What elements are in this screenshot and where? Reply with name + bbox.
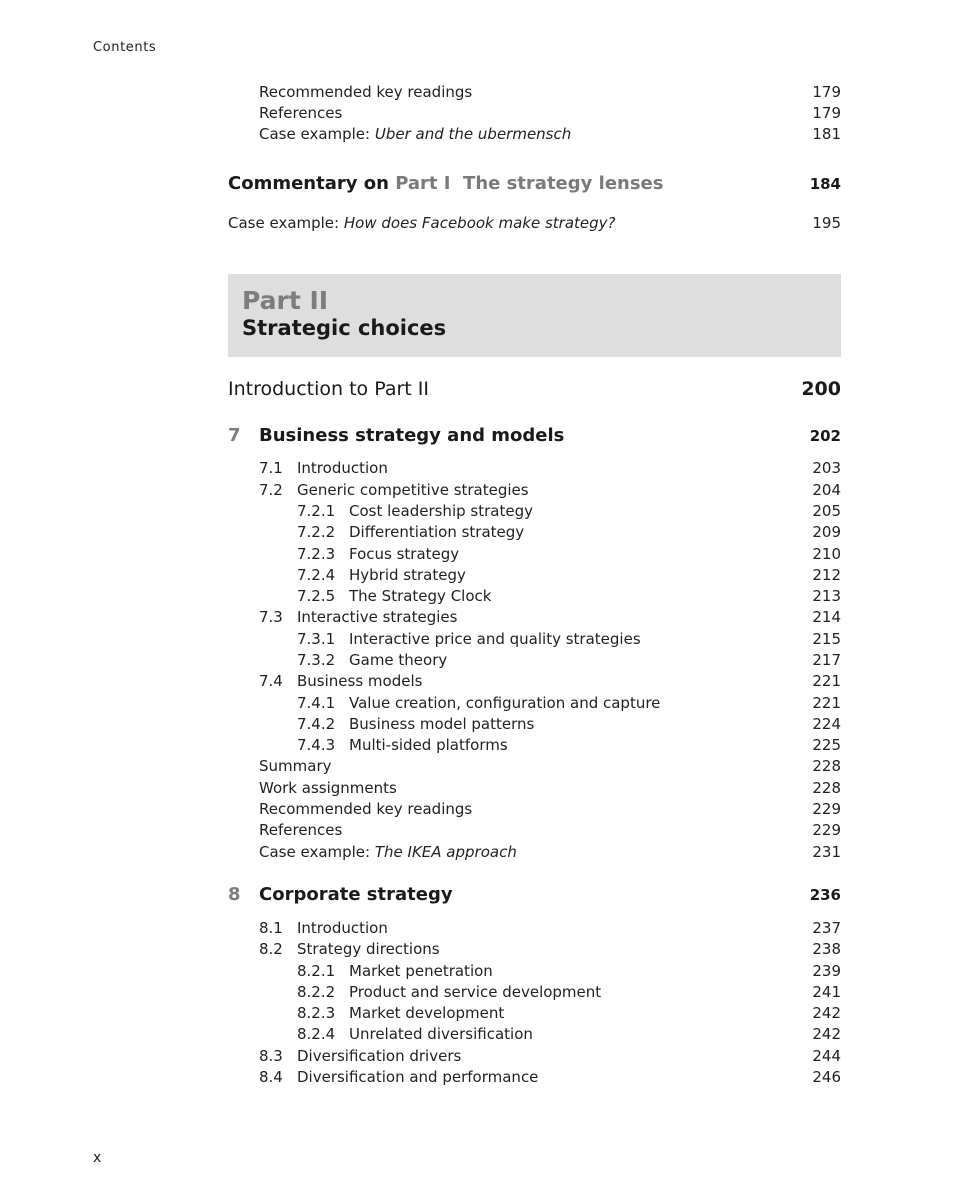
toc-subentry[interactable] — [297, 960, 841, 982]
toc-subentry[interactable] — [297, 734, 841, 756]
entry-title: Interactive price and quality strategies — [349, 630, 641, 648]
toc-entry[interactable] — [259, 479, 841, 501]
entry-title: Business model patterns — [349, 715, 535, 733]
section-number: 7.3.2 — [297, 651, 336, 669]
toc-subentry[interactable] — [297, 585, 841, 607]
entry-page: 244 — [812, 1047, 841, 1065]
section-number: 7.4.1 — [297, 694, 336, 712]
entry-page: 225 — [812, 736, 841, 754]
entry-page: 236 — [809, 886, 841, 904]
case-title: How does Facebook make strategy? — [343, 214, 616, 232]
entry-page: 237 — [812, 919, 841, 937]
part-title: Strategic choices — [242, 316, 447, 340]
entry-title: Recommended key readings — [259, 83, 473, 101]
entry-page: 213 — [812, 587, 841, 605]
entry-title: Generic competitive strategies — [297, 481, 529, 499]
entry-title: Cost leadership strategy — [349, 502, 533, 520]
toc-subentry[interactable] — [297, 713, 841, 735]
entry-page: 217 — [812, 651, 841, 669]
entry-page: 200 — [801, 378, 841, 400]
entry-title: Market penetration — [349, 962, 493, 980]
section-number: 8.3 — [259, 1047, 283, 1065]
toc-subentry[interactable] — [297, 981, 841, 1003]
section-number: 7.2.2 — [297, 523, 336, 541]
entry-page: 212 — [812, 566, 841, 584]
chapter-number: 8 — [228, 884, 241, 905]
toc-entry[interactable] — [259, 755, 841, 777]
case-title: The IKEA approach — [374, 843, 517, 861]
entry-title: Market development — [349, 1004, 505, 1022]
entry-title: Multi-sided platforms — [349, 736, 508, 754]
commentary-heading[interactable] — [228, 173, 841, 199]
section-number: 8.2.3 — [297, 1004, 336, 1022]
chapter-heading-8[interactable] — [228, 884, 841, 910]
part-label: Part II — [242, 286, 329, 315]
entry-page: 209 — [812, 523, 841, 541]
toc-subentry[interactable] — [297, 692, 841, 714]
section-number: 8.2.4 — [297, 1025, 336, 1043]
entry-page: 241 — [812, 983, 841, 1001]
section-number: 7.1 — [259, 459, 283, 477]
entry-page: 221 — [812, 672, 841, 690]
entry-title: Differentiation strategy — [349, 523, 525, 541]
entry-page: 221 — [812, 694, 841, 712]
toc-entry[interactable] — [259, 819, 841, 841]
toc-entry-case[interactable] — [259, 841, 841, 863]
toc-entry[interactable] — [259, 1045, 841, 1067]
section-number: 8.2.1 — [297, 962, 336, 980]
entry-page: 203 — [812, 459, 841, 477]
entry-page: 242 — [812, 1025, 841, 1043]
entry-title: Introduction — [297, 459, 388, 477]
entry-page: 224 — [812, 715, 841, 733]
entry-page: 229 — [812, 800, 841, 818]
chapter-title: Business strategy and models — [259, 425, 565, 446]
entry-title: Business models — [297, 672, 423, 690]
section-number: 8.2 — [259, 940, 283, 958]
entry-page: 228 — [812, 757, 841, 775]
section-number: 8.2.2 — [297, 983, 336, 1001]
chapter-title: Corporate strategy — [259, 884, 453, 905]
toc-entry[interactable] — [259, 798, 841, 820]
section-number: 8.4 — [259, 1068, 283, 1086]
section-number: 7.4 — [259, 672, 283, 690]
toc-subentry[interactable] — [297, 543, 841, 565]
entry-title: Diversification and performance — [297, 1068, 539, 1086]
section-number: 7.4.3 — [297, 736, 336, 754]
chapter-number: 7 — [228, 425, 241, 446]
entry-title: Diversification drivers — [297, 1047, 462, 1065]
entry-page: 242 — [812, 1004, 841, 1022]
case-prefix: Case example: — [228, 214, 344, 232]
entry-page: 215 — [812, 630, 841, 648]
entry-title: Introduction — [297, 919, 388, 937]
commentary-lens: The strategy lenses — [463, 173, 664, 194]
toc-entry[interactable] — [259, 938, 841, 960]
entry-title: Summary — [259, 757, 332, 775]
entry-title: Recommended key readings — [259, 800, 473, 818]
entry-title: References — [259, 821, 343, 839]
toc-subentry[interactable] — [297, 1023, 841, 1045]
entry-page: 231 — [812, 843, 841, 861]
case-prefix: Case example: — [259, 843, 375, 861]
running-head: Contents — [93, 40, 157, 55]
entry-page: 214 — [812, 608, 841, 626]
page-number: x — [93, 1150, 102, 1166]
entry-page: 205 — [812, 502, 841, 520]
entry-title: Value creation, configuration and capture — [349, 694, 661, 712]
toc-entry[interactable] — [259, 670, 841, 692]
commentary-lead: Commentary on — [228, 173, 396, 194]
entry-page: 202 — [809, 427, 841, 445]
entry-page: 228 — [812, 779, 841, 797]
entry-page: 204 — [812, 481, 841, 499]
case-prefix: Case example: — [259, 125, 375, 143]
entry-title: References — [259, 104, 343, 122]
toc-entry-case[interactable] — [259, 123, 841, 145]
commentary-part: Part I — [395, 173, 451, 194]
toc-entry[interactable] — [259, 1066, 841, 1088]
entry-page: 239 — [812, 962, 841, 980]
entry-title: Focus strategy — [349, 545, 460, 563]
entry-page: 238 — [812, 940, 841, 958]
section-number: 7.4.2 — [297, 715, 336, 733]
part-banner — [228, 274, 841, 357]
entry-title: Product and service development — [349, 983, 602, 1001]
section-number: 7.2.3 — [297, 545, 336, 563]
section-number: 7.2.5 — [297, 587, 336, 605]
toc-entry[interactable] — [259, 917, 841, 939]
section-number: 7.3 — [259, 608, 283, 626]
entry-title: Unrelated diversification — [349, 1025, 533, 1043]
entry-page: 184 — [809, 175, 841, 193]
entry-title: Strategy directions — [297, 940, 440, 958]
entry-title: Work assignments — [259, 779, 397, 797]
toc-subentry[interactable] — [297, 500, 841, 522]
toc-subentry[interactable] — [297, 521, 841, 543]
section-number: 7.2 — [259, 481, 283, 499]
entry-page: 246 — [812, 1068, 841, 1086]
toc-entry[interactable] — [259, 777, 841, 799]
entry-title: Hybrid strategy — [349, 566, 466, 584]
entry-page: 179 — [812, 104, 841, 122]
intro-entry[interactable] — [228, 378, 841, 406]
section-number: 7.2.4 — [297, 566, 336, 584]
case-title: Uber and the ubermensch — [374, 125, 572, 143]
entry-title: Interactive strategies — [297, 608, 458, 626]
toc-entry[interactable] — [259, 606, 841, 628]
toc-entry[interactable] — [259, 81, 841, 103]
section-number: 8.1 — [259, 919, 283, 937]
entry-page: 210 — [812, 545, 841, 563]
entry-page: 179 — [812, 83, 841, 101]
entry-page: 229 — [812, 821, 841, 839]
section-number: 7.3.1 — [297, 630, 336, 648]
entry-title: Game theory — [349, 651, 448, 669]
toc-entry-case[interactable] — [228, 212, 841, 234]
toc-subentry[interactable] — [297, 628, 841, 650]
entry-page: 195 — [812, 214, 841, 232]
toc-subentry[interactable] — [297, 564, 841, 586]
section-number: 7.2.1 — [297, 502, 336, 520]
chapter-heading-7[interactable] — [228, 425, 841, 451]
entry-page: 181 — [812, 125, 841, 143]
toc-entry[interactable] — [259, 457, 841, 479]
intro-title: Introduction to Part II — [228, 378, 429, 400]
toc-subentry[interactable] — [297, 649, 841, 671]
entry-title: The Strategy Clock — [349, 587, 492, 605]
toc-entry[interactable] — [259, 102, 841, 124]
toc-subentry[interactable] — [297, 1002, 841, 1024]
